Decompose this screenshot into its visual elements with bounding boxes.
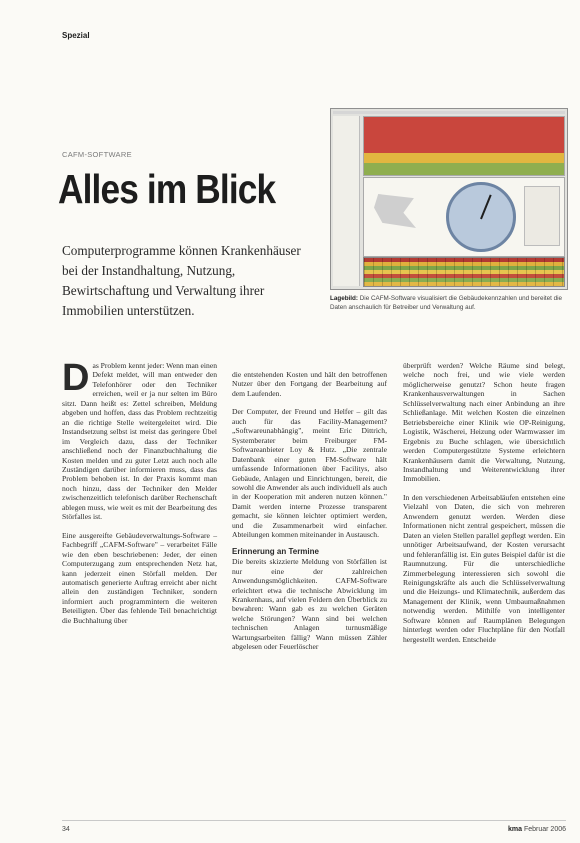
screenshot-status-chart (363, 116, 565, 176)
screenshot-side-panel (524, 186, 560, 246)
chart-band-yellow (364, 153, 564, 163)
column-3 (403, 361, 565, 644)
column-2 (232, 370, 387, 652)
gauge-needle (480, 195, 492, 220)
magazine-name: kma (508, 826, 523, 833)
caption-lead: Lagebild: (330, 295, 358, 302)
col1-paragraph-1: as Problem kennt jeder: Wenn man einen Defekt meldet, will man entweder den Telefonhörer oder den Techniker erreichen, weil er ja nur selten im Büro sitzt. Dann heißt es: Zettel schreiben, Meldung abgeben und hoffen, dass das Problem rechtzeitig an die richtige Stelle weitergeleitet wird. Die Instandsetzung selbst ist meist das geringere Übel im Vergleich dazu, dass der Techniker anschließend noch der Finanzbuchhaltung die Kosten melden und zu guter Letzt auch noch alle Zuständigen darüber informieren muss, dass das Problem behoben ist. In der Praxis kommt man noch hinzu, dass der Techniker den Melder zwischenzeitlich telefonisch darüber Rechenschaft ablegen muss, wie weit es mit der Bearbeitung des Störfalles ist. (62, 361, 217, 522)
gauge-dial (446, 182, 516, 252)
magazine-footer (508, 826, 566, 833)
issue-date: Februar 2006 (523, 826, 566, 833)
screenshot-toolbar (333, 111, 565, 114)
floorplan-shape (374, 194, 416, 228)
image-caption (330, 295, 570, 312)
col3-paragraph-1: überprüft werden? Welche Räume sind belegt, welche noch frei, und wie viele werden möglicherweise genutzt? Schon heute fragen Krankenhausverwaltungen in Sachen Schlüsselverwaltung nach einer Anbindung an ihre Schließanlage. Mit welchen Kosten die einzelnen Betriebsbereiche einer Klinik wie OP-Reinigung, Logistik, Wäscherei, Heizung oder Warmwasser im Ergebnis zu Buche schlagen, wie übersichtlich werden Computergestützte Systeme erleichtern Krankenhäusern damit die Verwaltung, Nutzung, Instandhaltung und Weiterentwicklung ihrer Immobilien. (403, 361, 565, 484)
subheading: Erinnerung an Termine (232, 546, 319, 556)
screenshot-gauge-panel (363, 177, 565, 257)
headline: Alles im Blick (58, 166, 276, 212)
kicker: CAFM-SOFTWARE (62, 150, 132, 159)
col2-paragraph-2: Der Computer, der Freund und Helfer – gilt das auch für das Facility-Management? „Softwareunabhängig", meint Eric Dittrich, Systemberater beim Freiburger FM-Softwareanbieter Loy & Hutz. „Die zentrale Datenbank einer guten FM-Software hält umfassende Informationen über Facilitys, also Gebäude, Anlagen und Einrichtungen, bereit, die sowohl die Anwender als auch individuell als auch in der Kooperation mit anderen nutzen können." Damit werden interne Prozesse transparent gemacht, sie können leichter optimiert werden, und die Zusammenarbeit wird einfacher. Abteilungen kommen miteinander in Austausch. (232, 407, 387, 540)
chart-band-green (364, 163, 564, 175)
software-screenshot-image (330, 108, 568, 290)
footer-rule (62, 820, 566, 821)
caption-text: Die CAFM-Software visualisiert die Gebäudekennzahlen und bereitet die Daten anschaulich für Betreiber und Verwaltung auf. (330, 295, 563, 311)
lead-paragraph: Computerprogramme können Krankenhäuser bei der Instandhaltung, Nutzung, Bewirtschaftung und Verwaltung ihrer Immobilien unterstützen. (62, 243, 301, 318)
col3-paragraph-2: In den verschiedenen Arbeitsabläufen entstehen eine Vielzahl von Daten, die sich von mehreren Anwendern genutzt werden. Werden diese Informationen nicht zentral gespeichert, müssen die Daten an vielen Stellen parallel gepflegt werden. Ein unnötiger Arbeitsaufwand, der Kosten verursacht und fehleranfällig ist. Ein gutes Beispiel dafür ist die Raumnutzung. Für die unterschiedliche Zimmerbelegung interessieren sich sowohl die Reinigungskräfte als auch die Schlüsselverwaltung und die Heizungs- und Klimatechnik, außerdem das Management der Klinik, wenn Umbaumaßnahmen notwendig werden. Mithilfe von intelligenter Software können auf Raumplänen Belegungen hinterlegt werden oder Fluchtpläne für den Notfall hergestellt werden. Entscheide (403, 492, 565, 644)
screenshot-status-table (363, 257, 565, 287)
page-number: 34 (62, 826, 70, 833)
col1-paragraph-2: Eine ausgereifte Gebäudeverwaltungs-Software – Fachbegriff „CAFM-Software" – verarbeitet Fälle wie den eben beschriebenen: Jeder, der einen Computerzugang zum entsprechenden Netz hat, kann jederzeit einen Störfall melden. Der automatisch generierte Auftrag erreicht aber nicht allein den zuständigen Techniker, sondern informiert auch programmintern die weiteren Beteiligten. Über das fehlende Teil benachrichtigt die Buchhaltung über (62, 530, 217, 625)
screenshot-sidebar (333, 116, 360, 286)
col2-paragraph-1: die entstehenden Kosten und hält den betroffenen Nutzer über den Fortgang der Bearbeitung auf dem Laufenden. (232, 370, 387, 398)
col2-paragraph-3: Die bereits skizzierte Meldung von Störfällen ist nur eine der zahlreichen Anwendungsmöglichkeiten. CAFM-Software erleichtert etwa die technische Abwicklung im Krankenhaus, auf vielen Feldern den Überblick zu bewahren: Wann gab es zu welchen Geräten welche Störungen? Wann sind bei welchen technischen Anlagen turnusmäßige Wartungsarbeiten fällig? Wann müssen Zähler abgelesen oder Feuerlöscher (232, 557, 387, 652)
column-1 (62, 357, 217, 625)
drop-cap: D (62, 357, 90, 399)
section-label: Spezial (62, 31, 90, 40)
chart-band-red (364, 117, 564, 153)
